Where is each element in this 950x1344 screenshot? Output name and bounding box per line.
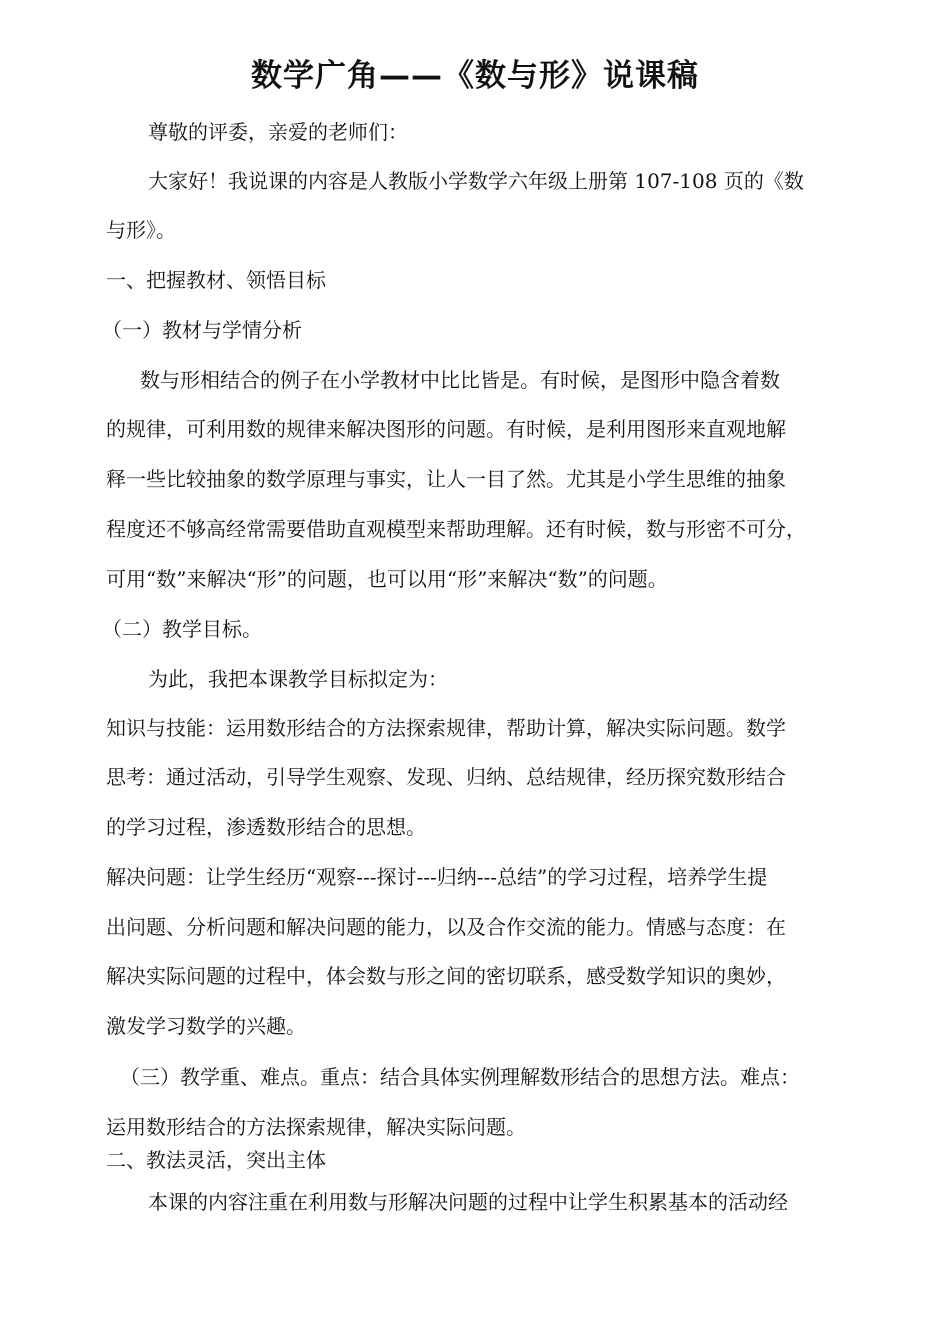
- paragraph-line: 知识与技能：运用数形结合的方法探索规律，帮助计算，解决实际问题。数学: [106, 716, 786, 740]
- subsection-heading-1: （一）教材与学情分析: [102, 318, 302, 342]
- subsection-heading-2: （二）教学目标。: [102, 617, 262, 641]
- paragraph-line: 数与形相结合的例子在小学教材中比比皆是。有时候，是图形中隐含着数: [140, 368, 780, 392]
- paragraph-line: 解决问题：让学生经历“观察---探讨---归纳---总结”的学习过程，培养学生提: [106, 865, 768, 889]
- document-title: 数学广角——《数与形》说课稿: [251, 58, 699, 94]
- section-heading-1: 一、把握教材、领悟目标: [106, 268, 326, 292]
- paragraph-line: 本课的内容注重在利用数与形解决问题的过程中让学生积累基本的活动经: [148, 1190, 788, 1214]
- subsection-heading-3: （三）教学重、难点。重点：结合具体实例理解数形结合的思想方法。难点：: [120, 1065, 800, 1089]
- paragraph-line: 激发学习数学的兴趣。: [106, 1014, 306, 1038]
- section-heading-2: 二、教法灵活，突出主体: [106, 1148, 326, 1172]
- intro-line-1: 大家好！我说课的内容是人教版小学数学六年级上册第 107-108 页的《数: [148, 169, 804, 193]
- paragraph-line: 运用数形结合的方法探索规律，解决实际问题。: [106, 1115, 526, 1139]
- paragraph-line: 程度还不够高经常需要借助直观模型来帮助理解。还有时候，数与形密不可分，: [106, 517, 806, 541]
- intro-line-2: 与形》。: [106, 218, 176, 242]
- greeting-line: 尊敬的评委，亲爱的老师们：: [148, 120, 408, 144]
- paragraph-line: 思考：通过活动，引导学生观察、发现、归纳、总结规律，经历探究数形结合: [106, 765, 786, 789]
- paragraph-line: 的规律，可利用数的规律来解决图形的问题。有时候，是利用图形来直观地解: [106, 417, 786, 441]
- paragraph-line: 出问题、分析问题和解决问题的能力，以及合作交流的能力。情感与态度：在: [106, 915, 786, 939]
- paragraph-line: 解决实际问题的过程中，体会数与形之间的密切联系，感受数学知识的奥妙，: [106, 964, 786, 988]
- paragraph-line: 可用“数”来解决“形”的问题，也可以用“形”来解决“数”的问题。: [106, 567, 668, 591]
- paragraph-line: 为此，我把本课教学目标拟定为：: [148, 667, 448, 691]
- paragraph-line: 释一些比较抽象的数学原理与事实，让人一目了然。尤其是小学生思维的抽象: [106, 467, 786, 491]
- paragraph-line: 的学习过程，渗透数形结合的思想。: [106, 815, 426, 839]
